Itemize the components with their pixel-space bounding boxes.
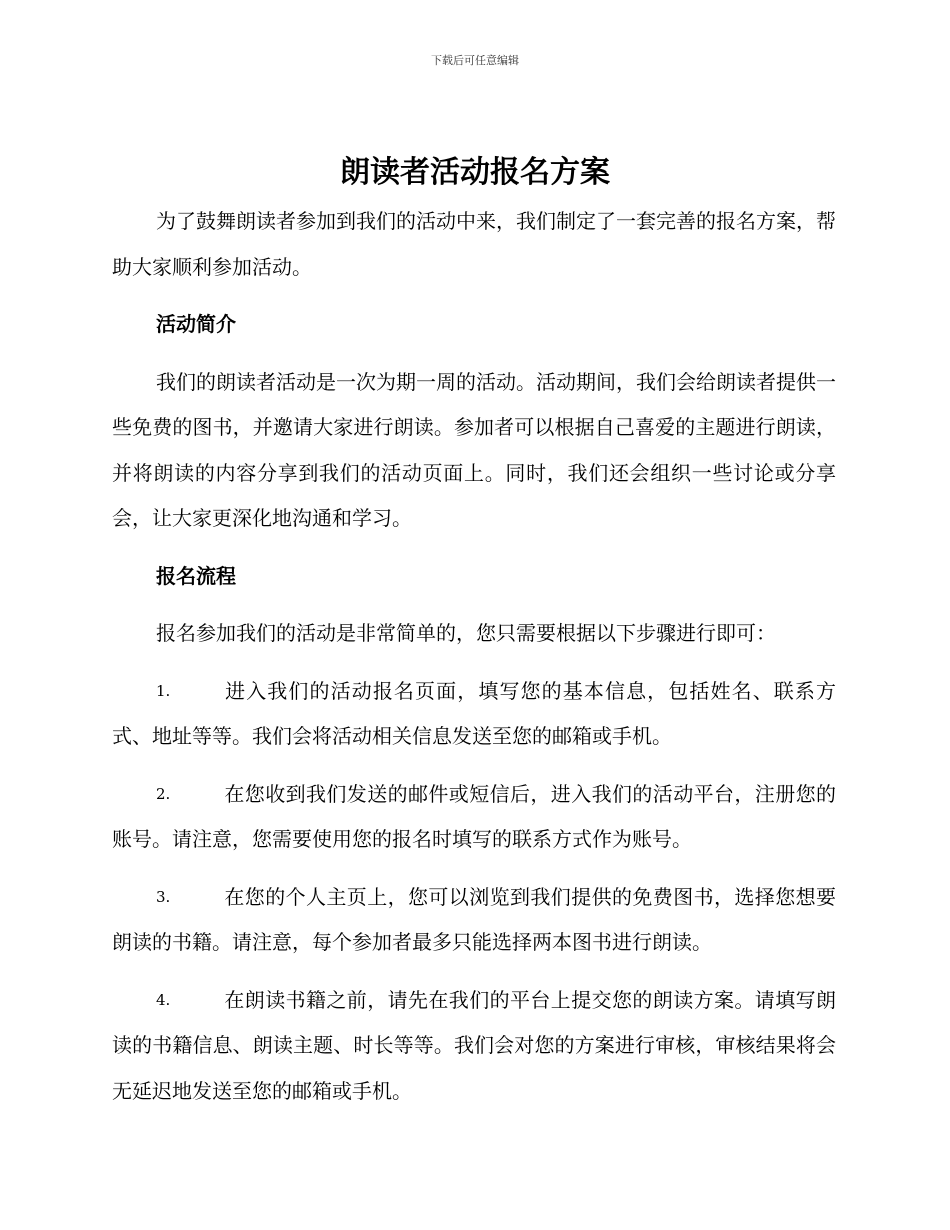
- spacer: [112, 760, 836, 772]
- step-text: 在您收到我们发送的邮件或短信后，进入我们的活动平台，注册您的账号。请注意，您需要使用您的报名时填写的联系方式作为账号。: [112, 781, 836, 851]
- step-text: 在朗读书籍之前，请先在我们的平台上提交您的朗读方案。请填写朗读的书籍信息、朗读主题、时长等等。我们会对您的方案进行审核，审核结果将会无延迟地发送至您的邮箱或手机。: [112, 987, 836, 1103]
- intro-paragraph: 为了鼓舞朗读者参加到我们的活动中来，我们制定了一套完善的报名方案，帮助大家顺利参加活动。: [112, 209, 836, 279]
- step-item-4: [112, 978, 836, 1115]
- step-number: 2.: [156, 784, 171, 803]
- step-item-3: [112, 875, 836, 966]
- page-header-note: 下载后可任意编辑: [431, 54, 519, 67]
- step-number: 4.: [156, 990, 171, 1009]
- section-heading-process: 报名流程: [156, 563, 236, 588]
- step-number: 3.: [156, 887, 171, 906]
- section-paragraph-intro: 我们的朗读者活动是一次为期一周的活动。活动期间，我们会给朗读者提供一些免费的图书，并邀请大家进行朗读。参加者可以根据自己喜爱的主题进行朗读，并将朗读的内容分享到我们的活动页面上。同时，我们还会组织一些讨论或分享会，让大家更深化地沟通和学习。: [112, 369, 836, 530]
- step-text: 在您的个人主页上，您可以浏览到我们提供的免费图书，选择您想要朗读的书籍。请注意，每个参加者最多只能选择两本图书进行朗读。: [112, 884, 836, 954]
- step-number: 1.: [156, 681, 171, 700]
- step-item-2: [112, 772, 836, 863]
- section-heading-intro: 活动简介: [156, 312, 236, 336]
- spacer: [112, 348, 836, 360]
- step-text: 进入我们的活动报名页面，填写您的基本信息，包括姓名、联系方式、地址等等。我们会将活动相关信息发送至您的邮箱或手机。: [112, 678, 836, 748]
- document-title: 朗读者活动报名方案: [340, 155, 610, 190]
- section-paragraph-process: 报名参加我们的活动是非常简单的，您只需要根据以下步骤进行即可：: [156, 621, 776, 645]
- step-item-1: [112, 669, 836, 760]
- spacer: [112, 542, 836, 554]
- spacer: [112, 290, 836, 302]
- spacer: [112, 863, 836, 875]
- spacer: [112, 599, 836, 611]
- spacer: [112, 966, 836, 978]
- document-body: [112, 199, 836, 1114]
- spacer: [112, 657, 836, 669]
